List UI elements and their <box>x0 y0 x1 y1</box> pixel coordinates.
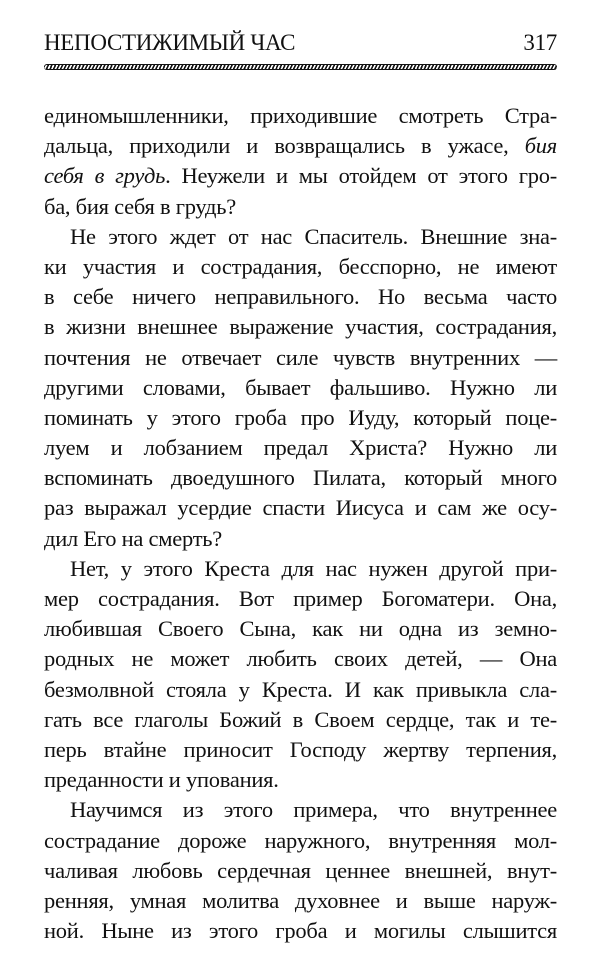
text-run: раз выражал усердие спасти Иисуса и сам же осу- <box>44 495 557 521</box>
text-line <box>44 403 557 433</box>
text-run: преданности и упования. <box>44 767 279 793</box>
text-run: ренняя, умная молитва духовнее и выше наруж- <box>44 887 557 913</box>
body-text <box>44 101 557 946</box>
text-line <box>44 916 557 946</box>
text-run: дил Его на смерть? <box>44 525 223 551</box>
text-run: ной. Ныне из этого гроба и могилы слышится <box>44 918 557 944</box>
text-line <box>44 644 557 674</box>
text-run: Нет, у этого Креста для нас нужен другой при- <box>70 555 557 581</box>
text-run: другими словами, бывает фальшиво. Нужно ли <box>44 374 557 400</box>
text-line <box>44 765 557 795</box>
italic-quote: себя в грудь <box>44 163 166 189</box>
text-line <box>44 614 557 644</box>
text-line <box>44 282 557 312</box>
text-run: Не этого ждет от нас Спаситель. Внешние зна- <box>70 223 557 249</box>
text-line <box>44 312 557 342</box>
text-run: безмолвной стояла у Креста. И как привыкла сла- <box>44 676 557 702</box>
text-run: Научимся из этого примера, что внутреннее <box>70 797 557 823</box>
text-run: вспоминать двоедушного Пилата, который много <box>44 465 557 491</box>
text-line <box>44 705 557 735</box>
text-line <box>44 554 557 584</box>
text-line <box>44 222 557 252</box>
text-run: почтения не отвечает силе чувств внутренних — <box>44 344 557 370</box>
text-run: . Неужели и мы отойдем от этого гро- <box>165 163 557 189</box>
text-run: любившая Своего Сына, как ни одна из земно- <box>44 616 557 642</box>
text-line <box>44 343 557 373</box>
text-line <box>44 252 557 282</box>
italic-quote: бия <box>524 133 557 159</box>
text-line <box>44 493 557 523</box>
text-line <box>44 795 557 825</box>
text-run: перь втайне приносит Господу жертву терпения, <box>44 736 557 762</box>
text-line <box>44 584 557 614</box>
text-run: поминать у этого гроба про Иуду, который поце- <box>44 404 557 430</box>
page-number: 317 <box>523 30 557 55</box>
text-run: родных не может любить своих детей, — Она <box>44 646 557 672</box>
text-run: гать все глаголы Божий в Своем сердце, так и те- <box>44 706 557 732</box>
text-run: сострадание дороже наружного, внутренняя мол- <box>44 827 557 853</box>
text-line <box>44 433 557 463</box>
text-run: луем и лобзанием предал Христа? Нужно ли <box>44 435 557 461</box>
running-title: НЕПОСТИЖИМЫЙ ЧАС <box>44 30 296 55</box>
decorative-rope-rule <box>44 64 557 70</box>
text-line <box>44 524 557 554</box>
text-line <box>44 131 557 161</box>
text-line <box>44 161 557 191</box>
text-line <box>44 886 557 916</box>
text-run: дальца, приходили и возвращались в ужасе, <box>44 133 525 159</box>
text-line <box>44 675 557 705</box>
text-line <box>44 101 557 131</box>
text-line <box>44 826 557 856</box>
text-run: в жизни внешнее выражение участия, сострадания, <box>44 314 557 340</box>
text-run: ки участия и сострадания, бесспорно, не имеют <box>44 253 557 279</box>
text-line <box>44 373 557 403</box>
text-line <box>44 463 557 493</box>
text-line <box>44 856 557 886</box>
text-line <box>44 192 557 222</box>
running-header <box>44 22 557 56</box>
text-run: в себе ничего неправильного. Но весьма часто <box>44 284 557 310</box>
text-run: чаливая любовь сердечная ценнее внешней, внут- <box>44 857 557 883</box>
text-run: ба, бия себя в грудь? <box>44 193 236 219</box>
text-run: мер сострадания. Вот пример Богоматери. Она, <box>44 586 557 611</box>
text-line <box>44 735 557 765</box>
text-run: единомышленники, приходившие смотреть Стра- <box>44 103 557 128</box>
